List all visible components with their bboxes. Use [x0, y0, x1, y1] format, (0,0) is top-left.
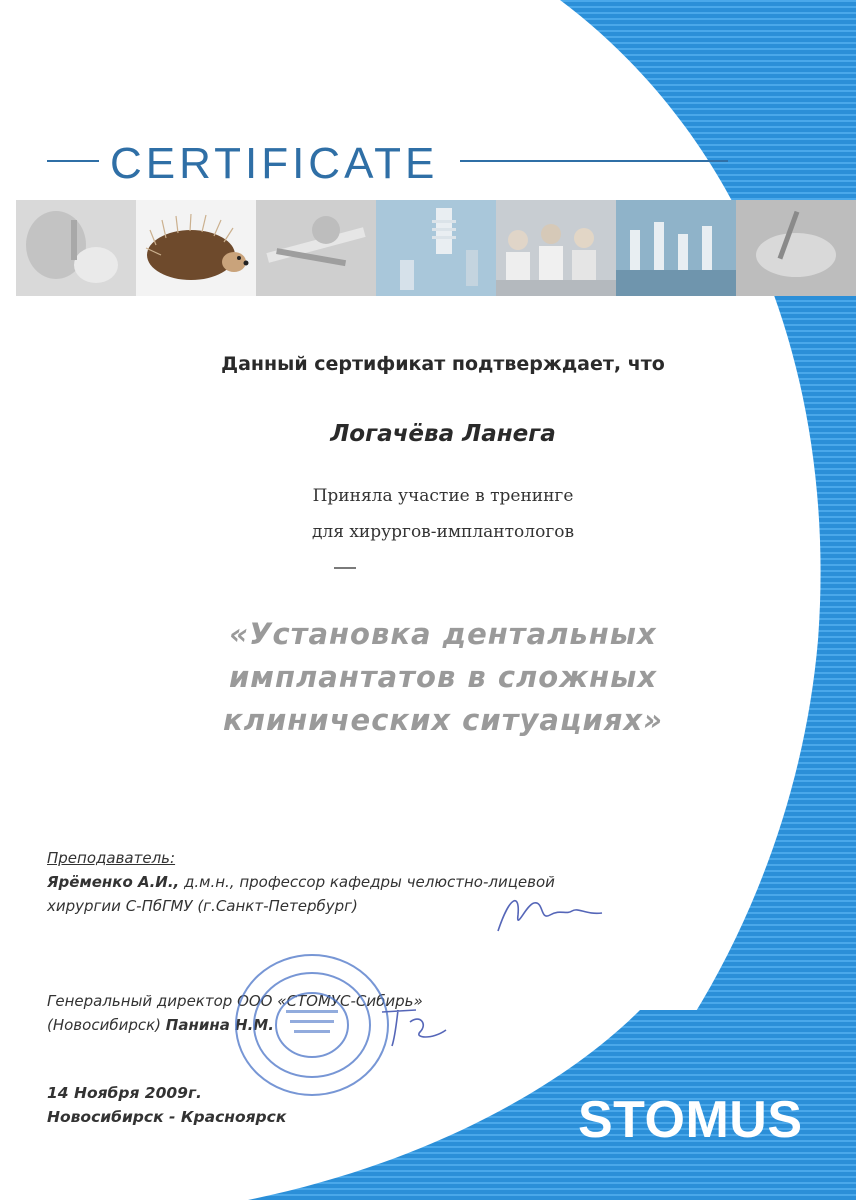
dental-implant-photo [376, 200, 496, 296]
implant-models-photo [616, 200, 736, 296]
photo-strip [16, 200, 856, 296]
teacher-line-1 [47, 873, 555, 891]
certificate-title: CERTIFICATE [110, 139, 439, 188]
certificate-date: 14 Ноября 2009г. [47, 1084, 202, 1102]
certificate-cities: Новосибирск - Красноярск [47, 1108, 287, 1126]
surgery-instruments-photo [256, 200, 376, 296]
seminar-audience-photo [496, 200, 616, 296]
teacher-signature-icon [490, 885, 610, 940]
director-line-1: Генеральный директор ООО «СТОМУС-Сибирь» [47, 992, 423, 1010]
director-city: (Новосибирск) [47, 1016, 166, 1034]
course-title-line-2: имплантатов в сложных [228, 660, 658, 694]
director-name: Панина Н.М. [165, 1016, 274, 1034]
teacher-name: Ярёменко А.И., [47, 873, 180, 891]
course-title-line-3: клинических ситуациях» [223, 703, 663, 737]
course-title-line-1: «Установка дентальных [229, 617, 657, 651]
stomus-logo: STOMUS [578, 1091, 803, 1149]
company-seal-icon [232, 950, 392, 1100]
recipient-name: Логачёва Ланега [330, 421, 556, 447]
title-rule-left [47, 160, 99, 162]
participation-line-2: для хирургов-имплантологов [311, 522, 575, 542]
hedgehog-photo [136, 200, 256, 296]
teacher-line-2: хирургии С-ПбГМУ (г.Санкт-Петербург) [47, 897, 358, 915]
director-signature-icon [376, 1000, 456, 1050]
participation-line-1: Приняла участие в тренинге [312, 486, 574, 506]
teacher-label: Преподаватель: [47, 849, 176, 867]
surgical-procedure-photo [736, 200, 856, 296]
divider-dash [334, 567, 356, 569]
title-rule-right [460, 160, 728, 162]
dental-patient-photo [16, 200, 136, 296]
teacher-details: д.м.н., профессор кафедры челюстно-лицевой [179, 873, 555, 891]
certificate-lead-text: Данный сертификат подтверждает, что [221, 353, 665, 375]
